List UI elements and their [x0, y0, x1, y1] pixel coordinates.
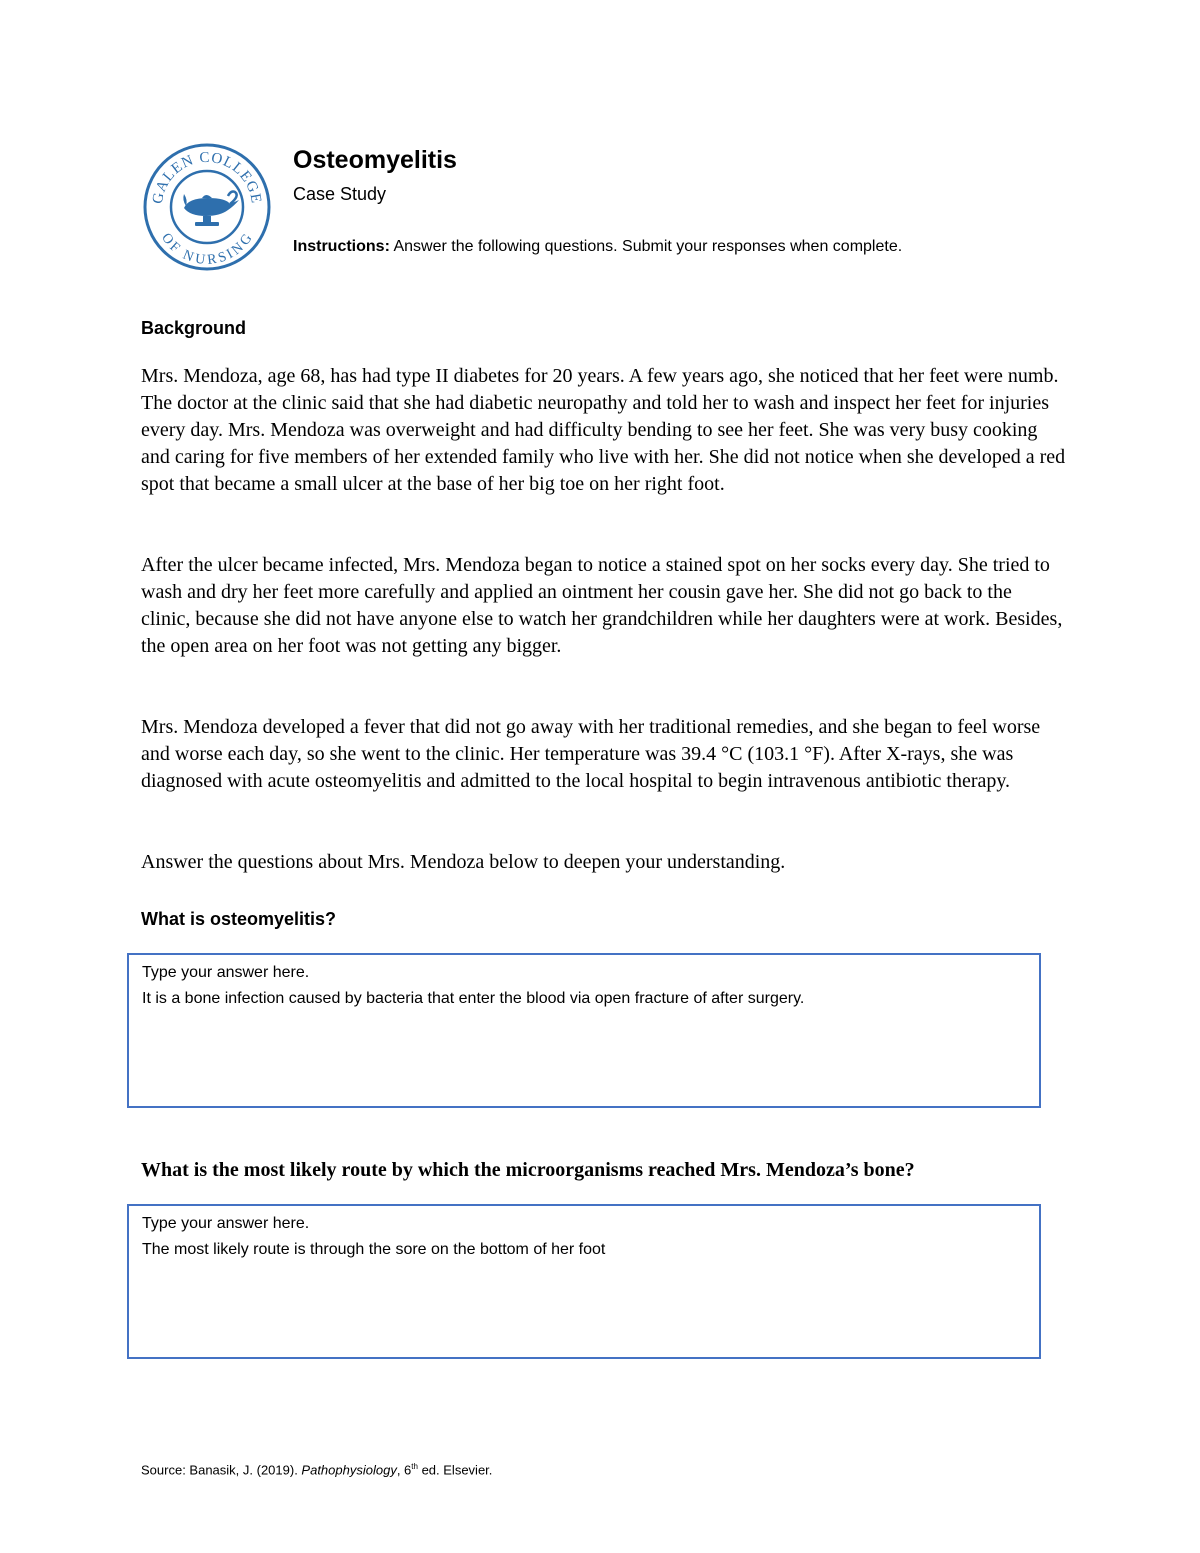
source-suffix: ed. Elsevier. [417, 1462, 493, 1478]
logo-top-text: GALEN COLLEGE [149, 149, 265, 206]
source-book: Pathophysiology [301, 1462, 397, 1478]
answer-placeholder-1: Type your answer here. [142, 964, 310, 981]
answer-placeholder-2: Type your answer here. [142, 1215, 310, 1232]
source-prefix: Source: Banasik, J. (2019). [141, 1462, 302, 1478]
page-subtitle: Case Study [293, 184, 387, 204]
instructions-label: Instructions: [293, 238, 390, 255]
background-paragraph-4: Answer the questions about Mrs. Mendoza below to deepen your understanding. [141, 851, 786, 873]
answer-field-1[interactable] [127, 953, 1041, 1108]
background-paragraph-2: After the ulcer became infected, Mrs. Mendoza began to notice a stained spot on her socks every day. She tried to wash and dry her feet more carefully and applied an ointment her cousin gave her. She did not go back to the clinic, because she did not have anyone else to watch her grandchildren while her daughters were at work. Besides, the open area on her foot was not getting any bigger. [141, 554, 1063, 657]
instructions [293, 238, 902, 256]
source-edition: , 6 [396, 1462, 412, 1478]
source-edition-sup: th [411, 1462, 418, 1471]
page-title: Osteomyelitis [293, 146, 457, 174]
source-citation [141, 1462, 492, 1477]
background-paragraph-3: Mrs. Mendoza developed a fever that did not go away with her traditional remedies, and she began to feel worse and worse each day, so she went to the clinic. Her temperature was 39.4 °C (103.1 °F). After X-rays, she was diagnosed with acute osteomyelitis and admitted to the local hospital to begin intravenous antibiotic therapy. [141, 716, 1041, 792]
college-logo [142, 142, 272, 272]
answer-text-1[interactable]: It is a bone infection caused by bacteria that enter the blood via open fracture of after surgery. [142, 990, 805, 1007]
background-heading: Background [141, 318, 247, 338]
svg-text:OF NURSING [158, 231, 256, 268]
question-2: What is the most likely route by which the microorganisms reached Mrs. Mendoza’s bone? [141, 1159, 915, 1181]
answer-text-2[interactable]: The most likely route is through the sore on the bottom of her foot [142, 1241, 606, 1258]
background-paragraph-1: Mrs. Mendoza, age 68, has had type II diabetes for 20 years. A few years ago, she noticed that her feet were numb. The doctor at the clinic said that she had diabetic neuropathy and told her to wash and inspect her feet for injuries every day. Mrs. Mendoza was overweight and had difficulty bending to see her feet. She was very busy cooking and caring for five members of her extended family who live with her. She did not notice when she developed a red spot that became a small ulcer at the base of her big toe on her right foot. [141, 365, 1066, 495]
oil-lamp-icon [183, 192, 239, 227]
question-1: What is osteomyelitis? [141, 909, 337, 929]
instructions-text: Answer the following questions. Submit your responses when complete. [389, 238, 903, 255]
answer-field-2[interactable] [127, 1204, 1041, 1359]
logo-bottom-text: OF NURSING [158, 230, 256, 269]
